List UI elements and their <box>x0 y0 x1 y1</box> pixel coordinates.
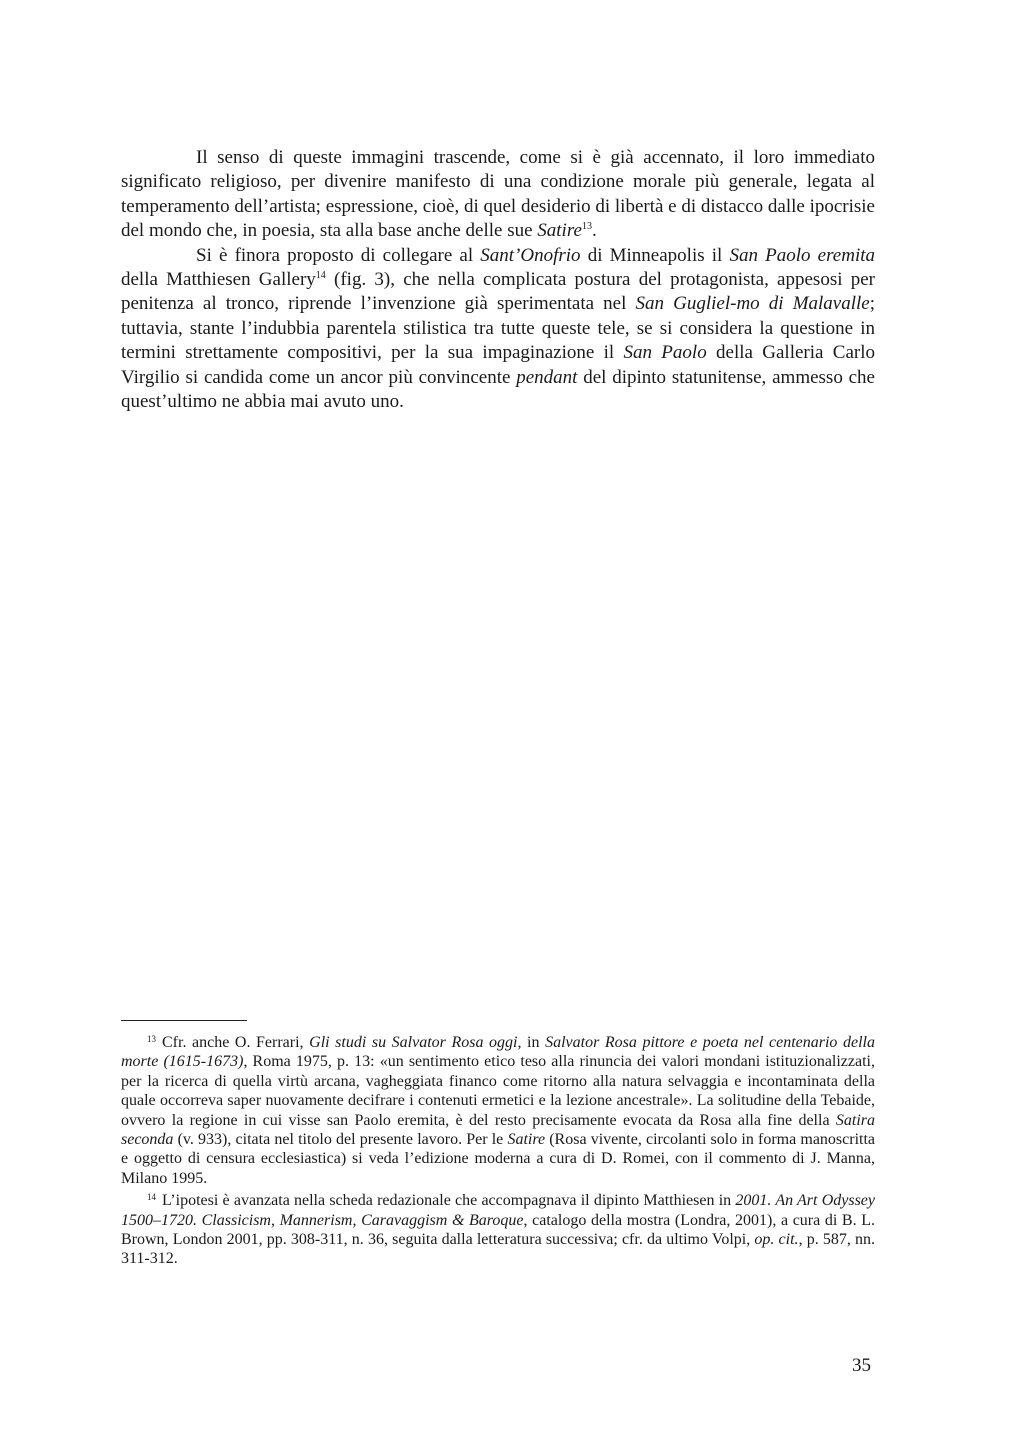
footnotes <box>121 1030 875 1269</box>
italic-text: Salvator Rosa pittore e poeta nel centenario della morte (1615-1673) <box>121 1034 875 1071</box>
footnote-number: 14 <box>147 1192 156 1203</box>
footnote <box>121 1188 875 1269</box>
italic-text: pendant <box>516 366 578 388</box>
text-run: ; tuttavia, stante l’indubbia parentela stilistica tra tutte queste tele, se si considera la questione in termini strettamente compositivi, per la sua impaginazione il <box>121 293 876 364</box>
text-run: del dipinto statunitense, ammesso che quest’ultimo ne abbia mai avuto uno. <box>121 366 875 413</box>
page-number: 35 <box>852 1355 871 1376</box>
text-run: , Roma 1975, p. 13: «un sentimento etico teso alla rinuncia dei valori mondani istituzionalizzati, per la ricerca di quella virtù arcana, vagheggiata financo come ritorno alla natura selvaggia e incontaminata della quale occorreva saper nuovamente decifrare i contenuti ermetici e la lezione ancestrale». La solitudine della Tebaide, ovvero la regione in cui visse san Paolo eremita, è del resto precisamente evocata da Rosa alla fine della <box>121 1053 876 1129</box>
text-run: Cfr. anche O. Ferrari, <box>162 1034 310 1051</box>
italic-text: op. cit. <box>754 1231 799 1249</box>
footnote-reference: 14 <box>315 270 326 282</box>
text-run: della Matthiesen Gallery <box>121 269 316 291</box>
italic-text: San Gugliel-mo di Malavalle <box>635 293 870 315</box>
paragraph <box>121 244 875 415</box>
footnote-divider <box>121 1020 247 1021</box>
text-run: di Minneapolis il <box>580 244 730 266</box>
text-run: , in <box>517 1034 546 1051</box>
italic-text: San Paolo eremita <box>729 244 875 266</box>
text-run: della Galleria Carlo Virgilio si candida come un ancor più convincente <box>121 342 875 388</box>
paragraph <box>121 146 875 244</box>
footnote <box>121 1030 875 1188</box>
text-run: (fig. 3), che nella complicata postura del protagonista, appesosi per penitenza al tronco, riprende l’invenzione già sperimentata nel <box>121 269 875 315</box>
italic-text: Satire <box>537 220 582 242</box>
italic-text: San Paolo <box>623 342 707 364</box>
main-text <box>121 146 875 414</box>
footnote-number: 13 <box>147 1034 156 1044</box>
text-run: . <box>591 220 597 242</box>
footnote-reference: 13 <box>581 221 592 233</box>
italic-text: 2001. An Art Odyssey 1500–1720. Classicism, Mannerism, Caravaggism & Baroque <box>121 1192 876 1229</box>
text-run: L’ipotesi è avanzata nella scheda redazionale che accompagnava il dipinto Matthiesen in <box>162 1192 736 1210</box>
text-run: , p. 587, nn. 311-312. <box>121 1231 876 1268</box>
text-run: Si è finora proposto di collegare al <box>196 244 481 266</box>
italic-text: Satire <box>507 1131 546 1149</box>
text-run: , catalogo della mostra (Londra, 2001), a cura di B. L. Brown, London 2001, pp. 308-311, n. 36, seguita dalla letteratura successiva; cfr. da ultimo Volpi, <box>121 1211 875 1249</box>
italic-text: Sant’Onofrio <box>480 244 581 266</box>
italic-text: Satira seconda <box>121 1111 875 1149</box>
text-run: Il senso di queste immagini trascende, come si è già accennato, il loro immediato significato religioso, per divenire manifesto di una condizione morale più generale, legata al temperamento dell’artista; espressione, cioè, di quel desiderio di libertà e di distacco dalle ipocrisie del mondo che, in poesia, sta alla base anche delle sue <box>121 147 875 242</box>
text-run: (Rosa vivente, circolanti solo in forma manoscritta e oggetto di censura ecclesiastica) si veda l’edizione moderna a cura di D. Romei, con il commento di J. Manna, Milano 1995. <box>121 1131 876 1187</box>
italic-text: Gli studi su Salvator Rosa oggi <box>309 1034 518 1051</box>
text-run: (v. 933), citata nel titolo del presente lavoro. Per le <box>173 1131 508 1149</box>
